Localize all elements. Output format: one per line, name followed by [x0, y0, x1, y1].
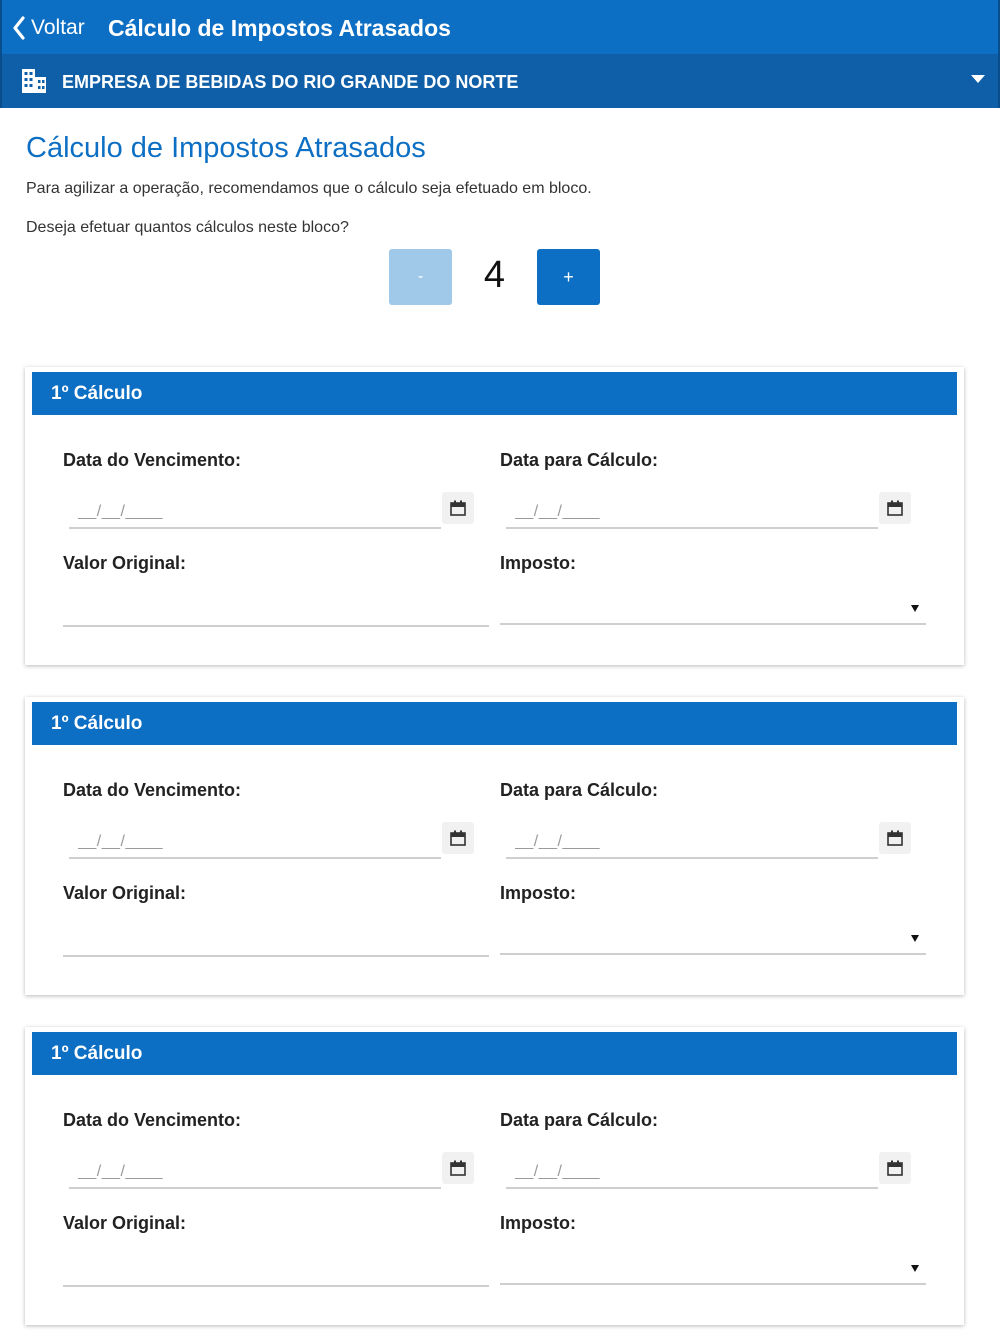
company-selector[interactable]	[0, 54, 1000, 108]
original-value-input[interactable]	[63, 1257, 489, 1287]
card-title: 1º Cálculo	[51, 713, 143, 734]
decrement-button[interactable]: -	[389, 249, 452, 305]
calc-date-label: Data para Cálculo:	[500, 780, 659, 800]
due-date-input[interactable]	[69, 1157, 441, 1189]
calc-date-input[interactable]	[506, 497, 878, 529]
dropdown-arrow-icon	[911, 1265, 919, 1272]
page-title: Cálculo de Impostos Atrasados	[26, 132, 426, 164]
card-header	[32, 1032, 957, 1075]
building-icon	[21, 68, 47, 94]
calc-date-calendar-button[interactable]	[879, 1152, 911, 1184]
calendar-icon	[887, 830, 903, 846]
intro-text: Para agilizar a operação, recomendamos que o cálculo seja efetuado em bloco.	[26, 180, 592, 197]
original-value-input[interactable]	[63, 597, 489, 627]
tax-label: Imposto:	[500, 883, 576, 903]
tax-select[interactable]	[500, 1255, 926, 1285]
calc-date-input[interactable]	[506, 1157, 878, 1189]
calc-date-label: Data para Cálculo:	[500, 450, 659, 470]
block-question: Deseja efetuar quantos cálculos neste bloco?	[26, 219, 349, 236]
due-date-label: Data do Vencimento:	[63, 780, 242, 800]
calc-date-calendar-button[interactable]	[879, 492, 911, 524]
card-title: 1º Cálculo	[51, 1043, 143, 1064]
original-value-label: Valor Original:	[63, 883, 187, 903]
back-label: Voltar	[31, 16, 85, 39]
dropdown-arrow-icon	[911, 605, 919, 612]
tax-select[interactable]	[500, 925, 926, 955]
increment-button[interactable]: +	[537, 249, 600, 305]
due-date-label: Data do Vencimento:	[63, 1110, 242, 1130]
card-header	[32, 702, 957, 745]
due-date-input[interactable]	[69, 827, 441, 859]
calendar-icon	[450, 1160, 466, 1176]
calculation-count: 4	[483, 254, 506, 296]
due-date-calendar-button[interactable]	[442, 1152, 474, 1184]
dropdown-arrow-icon	[911, 935, 919, 942]
calendar-icon	[450, 500, 466, 516]
card-header	[32, 372, 957, 415]
calendar-icon	[887, 500, 903, 516]
calc-date-input[interactable]	[506, 827, 878, 859]
tax-label: Imposto:	[500, 1213, 576, 1233]
original-value-label: Valor Original:	[63, 553, 187, 573]
due-date-calendar-button[interactable]	[442, 822, 474, 854]
tax-select[interactable]	[500, 595, 926, 625]
original-value-input[interactable]	[63, 927, 489, 957]
due-date-calendar-button[interactable]	[442, 492, 474, 524]
calendar-icon	[887, 1160, 903, 1176]
calc-date-calendar-button[interactable]	[879, 822, 911, 854]
back-button[interactable]	[12, 13, 85, 43]
header-title: Cálculo de Impostos Atrasados	[108, 15, 451, 41]
due-date-input[interactable]	[69, 497, 441, 529]
app-header	[0, 0, 1000, 54]
calc-date-label: Data para Cálculo:	[500, 1110, 659, 1130]
tax-label: Imposto:	[500, 553, 576, 573]
calculation-card	[25, 367, 964, 665]
due-date-label: Data do Vencimento:	[63, 450, 242, 470]
chevron-left-icon	[12, 16, 26, 40]
calendar-icon	[450, 830, 466, 846]
calculation-card	[25, 1027, 964, 1325]
caret-down-icon[interactable]	[971, 75, 985, 83]
company-name: EMPRESA DE BEBIDAS DO RIO GRANDE DO NORTE	[62, 72, 519, 92]
card-title: 1º Cálculo	[51, 383, 143, 404]
calculation-card	[25, 697, 964, 995]
original-value-label: Valor Original:	[63, 1213, 187, 1233]
